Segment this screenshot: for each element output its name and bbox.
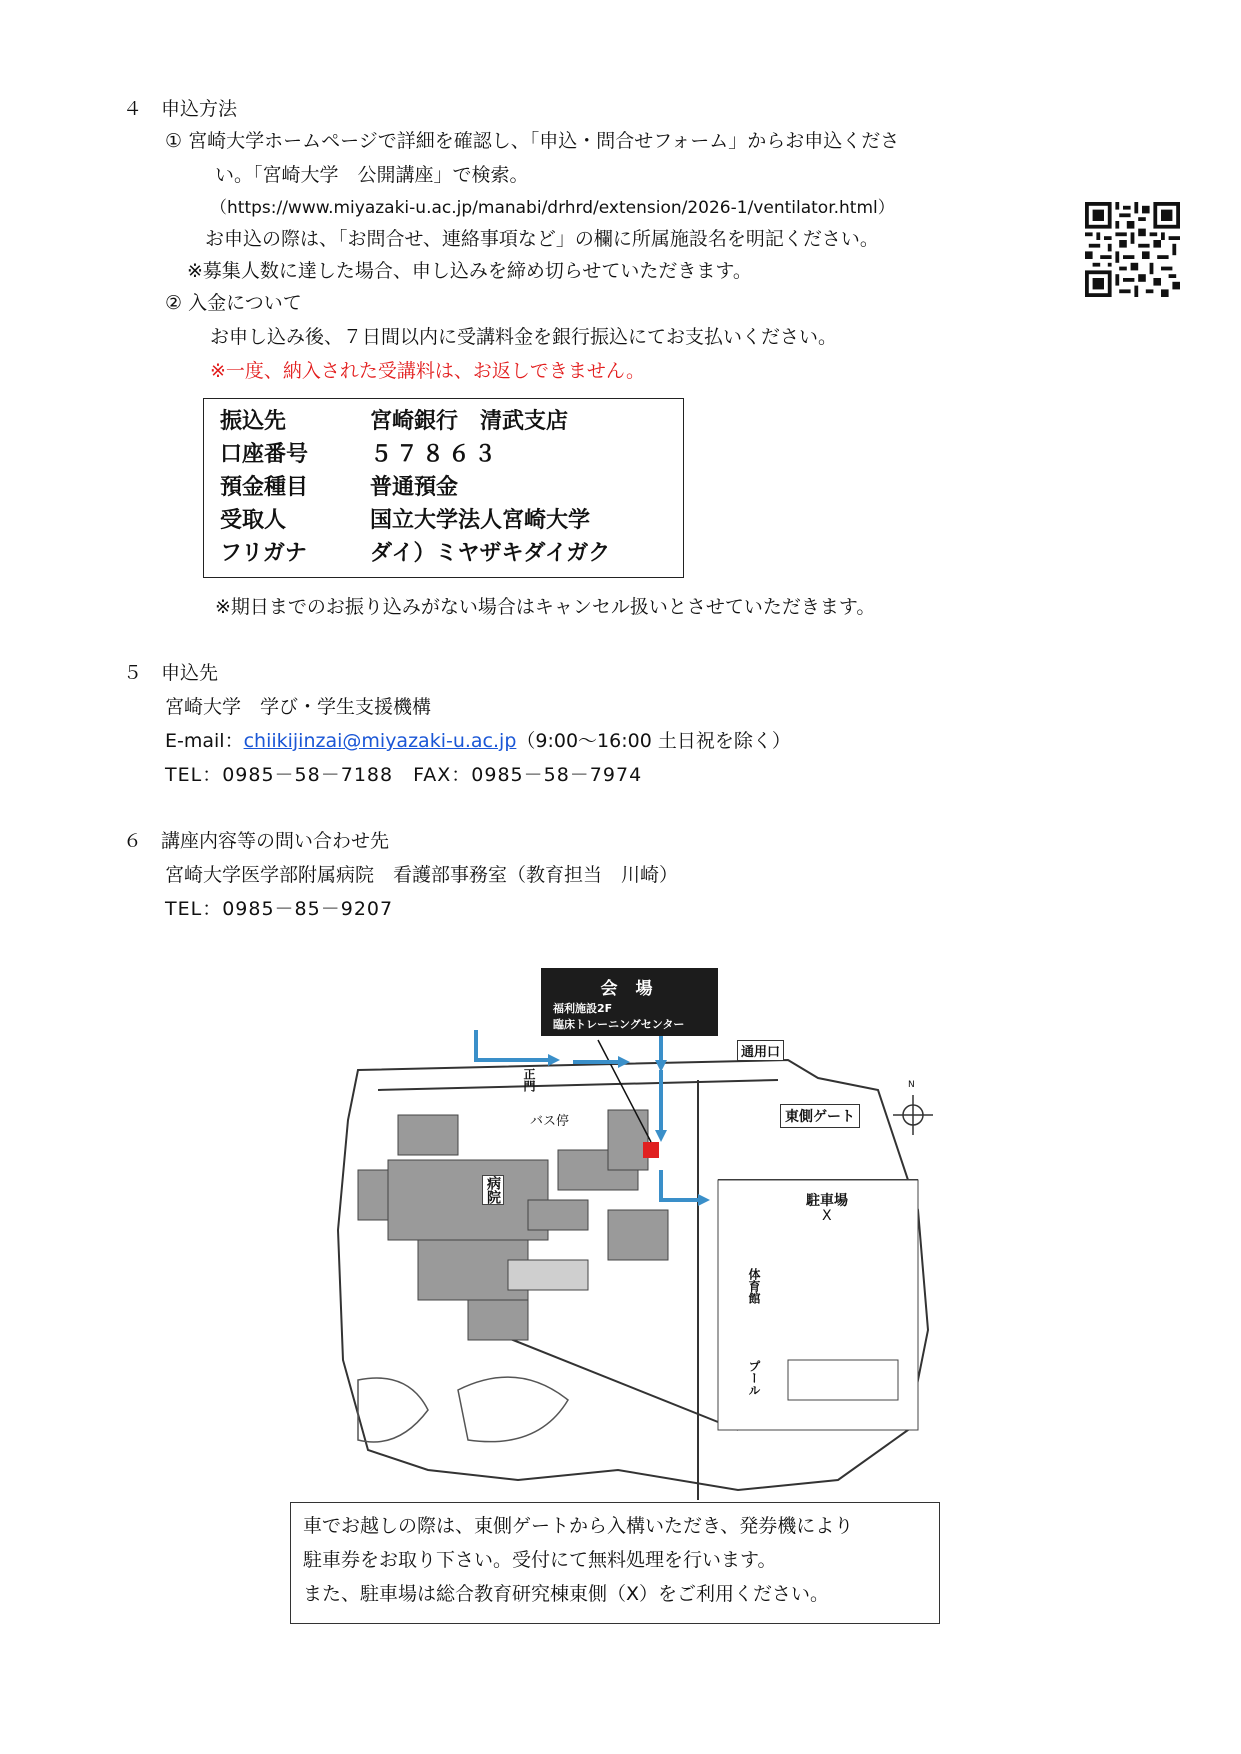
cancel-note: ※期日までのお振り込みがない場合はキャンセル扱いとさせていただきます。: [215, 596, 876, 618]
email-hours: （9:00〜16:00 土日祝を除く）: [516, 730, 791, 752]
apply-step1-line1: ① 宮崎大学ホームページで詳細を確認し、「申込・問合せフォーム」からお申込くださ: [165, 130, 900, 152]
parking-label: 駐車場: [806, 1193, 848, 1209]
bank-info-box: [203, 398, 684, 578]
bank-row: [220, 440, 500, 470]
payment-text: お申し込み後、７日間以内に受講料金を銀行振込にてお支払いください。: [210, 326, 838, 348]
bank-label: 預金種目: [220, 475, 309, 500]
section5-title: ５ 申込先: [123, 662, 219, 684]
bank-row: [220, 539, 610, 569]
inquiry-org: 宮崎大学医学部附属病院 看護部事務室（教育担当 川崎）: [165, 864, 679, 886]
apply-step1-line2: い。「宮崎大学 公開講座」で検索。: [215, 164, 529, 186]
parking-note-line1: 車でお越しの際は、東側ゲートから入構いただき、発券機により: [303, 1515, 854, 1537]
bank-value: 宮崎銀行 清武支店: [370, 409, 569, 434]
tel-fax: TEL：0985－58－7188 FAX：0985－58－7974: [165, 764, 643, 786]
north-label: N: [908, 1080, 915, 1090]
bank-row: [220, 407, 568, 437]
email-label: E-mail：: [165, 730, 244, 752]
bank-value: ５７８６３: [370, 442, 501, 467]
bank-label: フリガナ: [220, 541, 307, 566]
contact-org: 宮崎大学 学び・学生支援機構: [165, 696, 432, 718]
campus-map: [318, 1030, 940, 1500]
venue-title: 会 場: [600, 979, 659, 999]
application-url[interactable]: （https://www.miyazaki-u.ac.jp/manabi/drhrd/extension/2026-1/ventilator.html）: [210, 198, 895, 218]
payment-title: ② 入金について: [165, 292, 302, 314]
bank-label: 口座番号: [220, 442, 309, 467]
service-gate-label: 通用口: [737, 1040, 784, 1061]
bus-stop-label: バス停: [530, 1114, 570, 1129]
east-gate-label: 東側ゲート: [780, 1104, 860, 1128]
main-gate-label: 正門: [522, 1068, 536, 1092]
bank-value: ダイ）ミヤザキダイガク: [370, 541, 611, 566]
parking-mark: X: [822, 1208, 832, 1224]
bank-value: 普通預金: [370, 475, 459, 500]
capacity-note: ※募集人数に達した場合、申し込みを締め切らせていただきます。: [187, 260, 752, 282]
email-link[interactable]: chiikijinzai@miyazaki-u.ac.jp: [243, 730, 517, 752]
venue-label: [541, 968, 718, 1036]
bank-row: [220, 473, 458, 503]
parking-note-line3: また、駐車場は総合教育研究棟東側（X）をご利用ください。: [303, 1583, 830, 1605]
pool-label: プール: [747, 1360, 761, 1396]
refund-warning: ※一度、納入された受講料は、お返しできません。: [210, 360, 646, 382]
email-line: [165, 728, 791, 754]
venue-line2: 臨床トレーニングセンター: [553, 1018, 685, 1031]
parking-note-line2: 駐車券をお取り下さい。受付にて無料処理を行います。: [303, 1549, 777, 1571]
bank-row: [220, 506, 590, 536]
bank-label: 受取人: [220, 508, 287, 533]
venue-marker: [643, 1142, 659, 1158]
apply-note: お申込の際は、「お問合せ、連絡事項など」の欄に所属施設名を明記ください。: [205, 228, 879, 250]
gym-label: 体育館: [747, 1268, 761, 1304]
parking-note-box: [290, 1502, 940, 1624]
venue-line1: 福利施設2F: [553, 1002, 613, 1015]
qr-code-icon[interactable]: [1085, 202, 1180, 297]
inquiry-tel: TEL：0985－85－9207: [165, 898, 394, 920]
section6-title: ６ 講座内容等の問い合わせ先: [123, 830, 390, 852]
bank-label: 振込先: [220, 409, 287, 434]
bank-value: 国立大学法人宮崎大学: [370, 508, 591, 533]
hospital-label: 病院: [482, 1175, 504, 1205]
section4-title: ４ 申込方法: [123, 98, 238, 120]
